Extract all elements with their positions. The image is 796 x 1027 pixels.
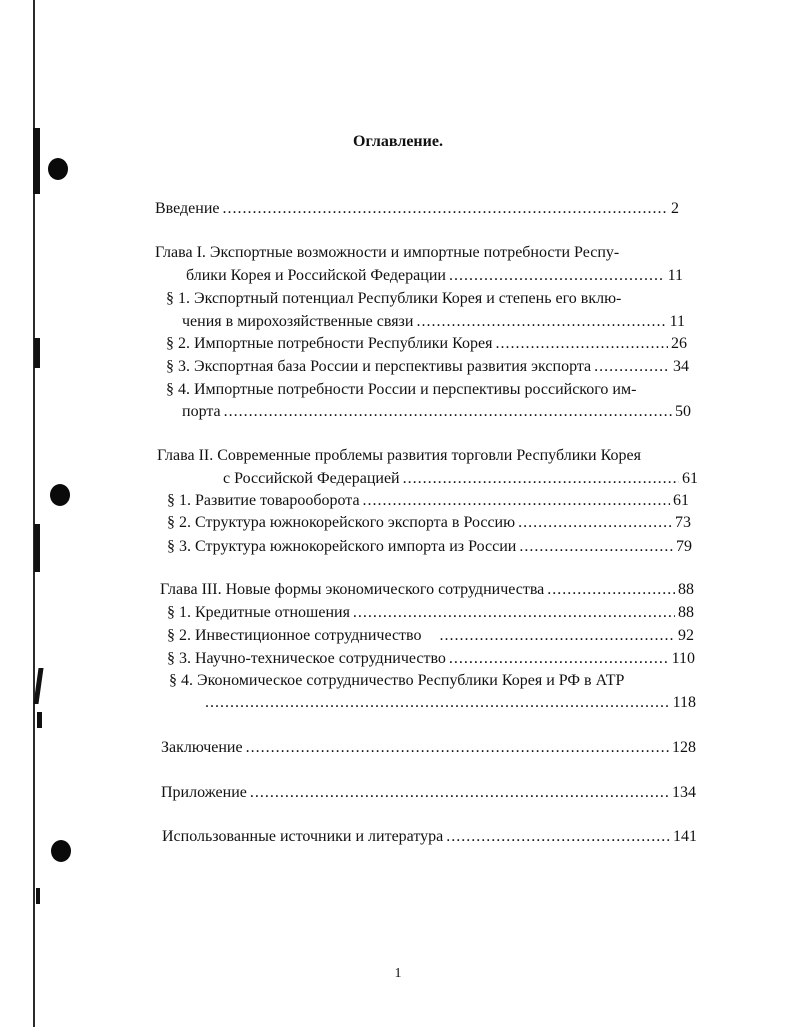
punch-hole: [51, 840, 71, 862]
toc-page-number: 34: [673, 358, 689, 375]
toc-section-1-1-line2: [182, 311, 685, 333]
toc-section-2-3: [167, 536, 692, 558]
punch-hole: [48, 158, 68, 180]
leader-dots: [416, 311, 666, 333]
toc-entry-label: порта: [182, 403, 221, 420]
toc-entry-label: блики Корея и Российской Федерации: [186, 267, 446, 284]
leader-dots: [246, 737, 669, 759]
toc-entry-label: чения в мирохозяйственные связи: [182, 313, 414, 330]
toc-chapter1-line2: [186, 265, 683, 287]
toc-page-number: 128: [672, 739, 696, 756]
toc-chapter3: [160, 579, 694, 601]
toc-page-number: 141: [673, 828, 697, 845]
toc-entry-label: Заключение: [161, 739, 243, 756]
leader-dots: [446, 826, 670, 848]
toc-title: Оглавление.: [353, 133, 443, 150]
toc-entry-label: § 3. Структура южнокорейского импорта из России: [167, 538, 517, 555]
toc-page-number: 110: [671, 650, 695, 667]
toc-section-1-4-line2: [182, 401, 691, 423]
toc-page-number: 2: [671, 200, 679, 217]
toc-page-number: 79: [676, 538, 692, 555]
toc-entry-label: § 3. Экспортная база России и перспективы развития экспорта: [166, 358, 592, 375]
toc-page-number: 50: [675, 403, 691, 420]
punch-hole: [50, 484, 70, 506]
scan-mark: [36, 888, 40, 904]
scan-mark: [34, 524, 40, 572]
toc-section-1-3: [166, 356, 689, 378]
toc-entry-conclusion: [161, 737, 696, 759]
leader-dots: [440, 625, 676, 647]
toc-page-number: 61: [673, 492, 689, 509]
toc-entry-label: § 2. Инвестиционное сотрудничество: [167, 627, 422, 644]
toc-entry-appendix: [161, 782, 696, 804]
toc-entry-label: Приложение: [161, 784, 247, 801]
toc-section-3-3: [167, 648, 695, 670]
toc-section-3-2: [167, 625, 694, 647]
toc-section-2-2: [167, 512, 691, 534]
toc-page-number: 61: [682, 470, 698, 487]
leader-dots: [449, 648, 669, 670]
toc-entry-label: Введение: [155, 200, 220, 217]
toc-page-number: 11: [667, 267, 683, 284]
scan-mark: [37, 712, 42, 728]
page-footer-number: 1: [394, 966, 402, 981]
toc-page-number: 92: [678, 627, 694, 644]
leader-dots: [495, 333, 668, 355]
toc-section-3-4-line1: § 4. Экономическое сотрудничество Республики Корея и РФ в АТР: [169, 672, 625, 689]
toc-page-number: 26: [671, 335, 687, 352]
toc-page-number: 134: [672, 784, 696, 801]
leader-dots: [205, 692, 670, 714]
toc-page-number: 88: [678, 604, 694, 621]
toc-chapter2-line2: [223, 468, 698, 490]
scan-mark: [34, 338, 40, 368]
leader-dots: [224, 401, 672, 423]
toc-section-3-4-line2: [205, 692, 696, 714]
toc-entry-label: § 3. Научно-техническое сотрудничество: [167, 650, 446, 667]
toc-section-1-4-line1: § 4. Импортные потребности России и перспективы российского им-: [166, 381, 637, 398]
leader-dots: [594, 356, 670, 378]
toc-section-1-2: [166, 333, 687, 355]
toc-section-1-1-line1: § 1. Экспортный потенциал Республики Корея и степень его вклю-: [166, 290, 622, 307]
leader-dots: [363, 490, 670, 512]
toc-section-3-1: [167, 602, 694, 624]
leader-dots: [547, 579, 675, 601]
toc-entry-introduction: [155, 198, 679, 220]
toc-entry-label: Глава III. Новые формы экономического сотрудничества: [160, 581, 545, 598]
toc-entry-sources: [162, 826, 697, 848]
toc-entry-label: § 2. Импортные потребности Республики Корея: [166, 335, 493, 352]
toc-page-number: 11: [669, 313, 685, 330]
toc-page-number: 118: [672, 694, 696, 711]
toc-entry-label: Использованные источники и литература: [162, 828, 444, 845]
leader-dots: [353, 602, 675, 624]
toc-chapter1-line1: Глава I. Экспортные возможности и импортные потребности Респу-: [155, 244, 620, 261]
toc-section-2-1: [167, 490, 689, 512]
leader-dots: [518, 512, 672, 534]
toc-entry-label: с Российской Федерацией: [223, 470, 400, 487]
toc-page-number: 88: [678, 581, 694, 598]
leader-dots: [449, 265, 665, 287]
toc-entry-label: § 1. Кредитные отношения: [167, 604, 350, 621]
leader-dots: [250, 782, 669, 804]
toc-entry-label: § 2. Структура южнокорейского экспорта в Россию: [167, 514, 516, 531]
leader-dots: [403, 468, 679, 490]
leader-dots: [519, 536, 673, 558]
toc-chapter2-line1: Глава II. Современные проблемы развития торговли Республики Корея: [157, 447, 641, 464]
toc-page-number: 73: [675, 514, 691, 531]
toc-entry-label: § 1. Развитие товарооборота: [167, 492, 360, 509]
leader-dots: [223, 198, 669, 220]
